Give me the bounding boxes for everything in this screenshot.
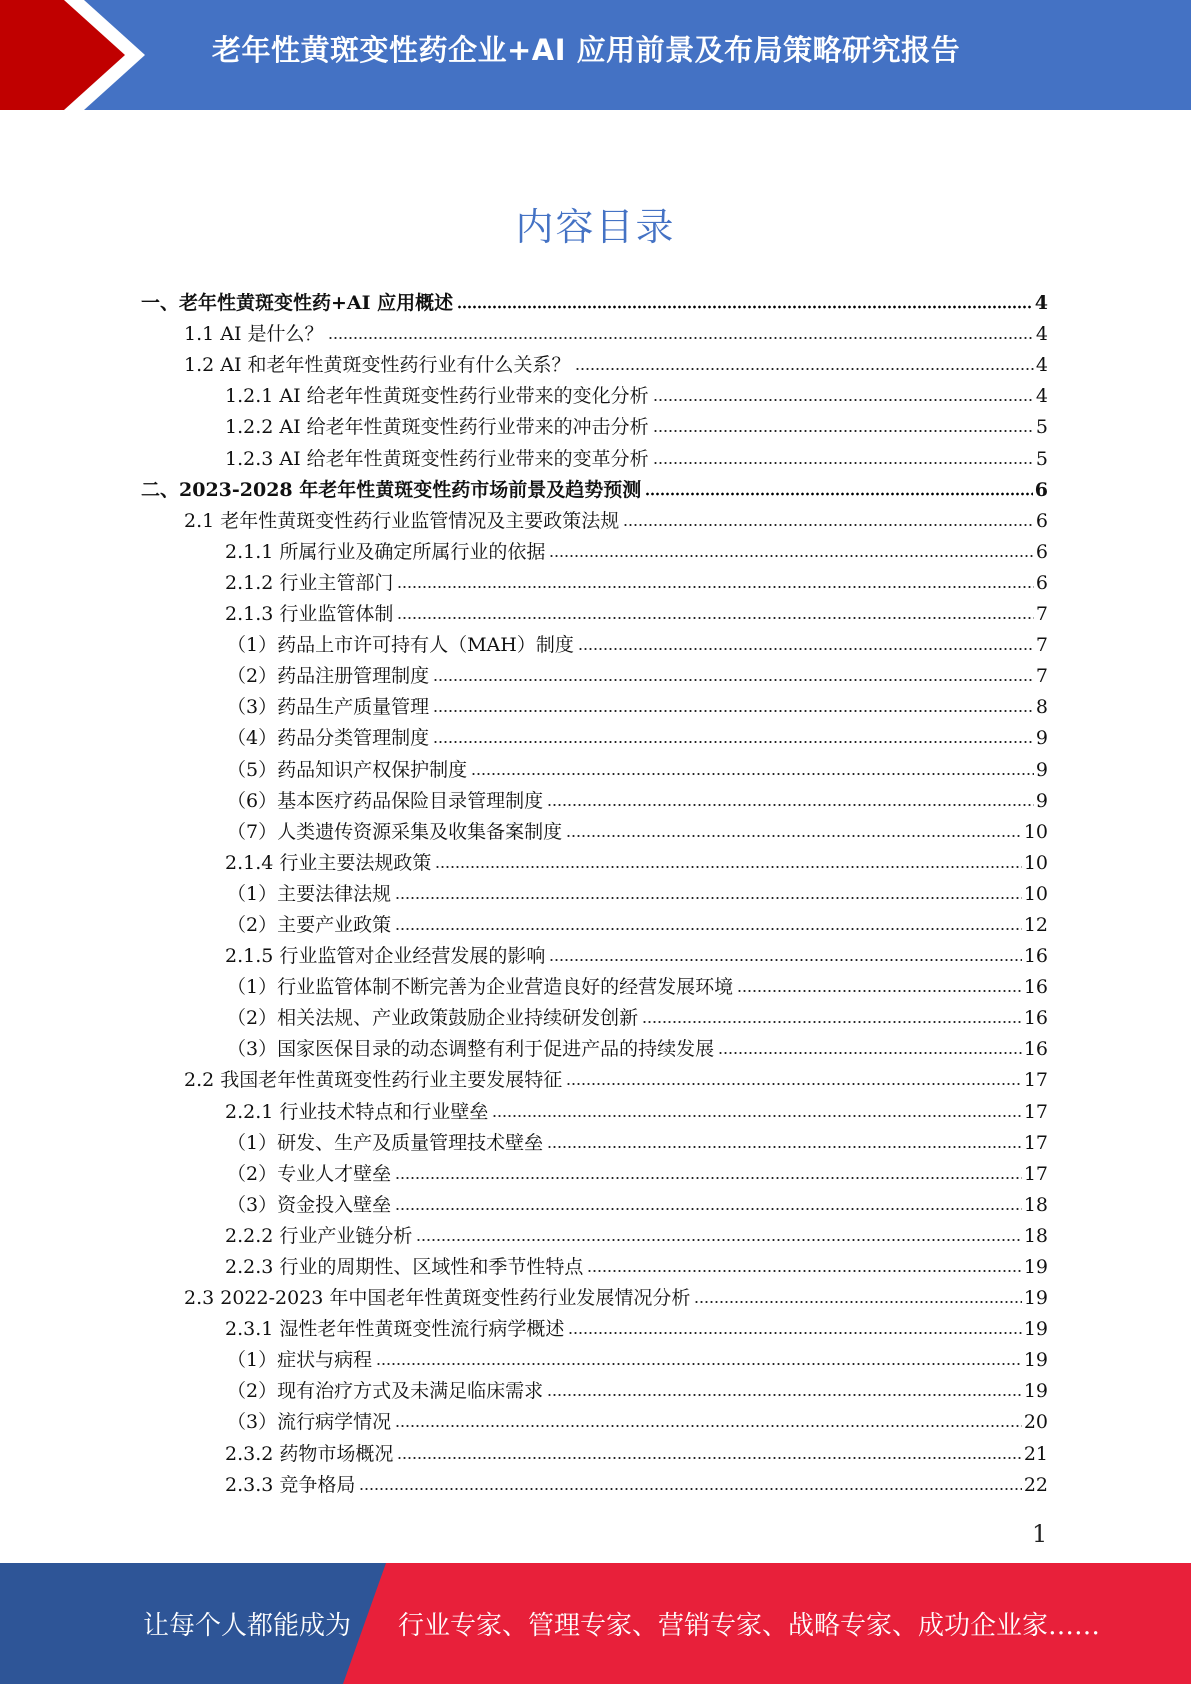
toc-entry[interactable]	[0, 844, 1191, 875]
toc-entry-page-number: 17	[1023, 1100, 1048, 1123]
report-title: 老年性黄斑变性药企业+AI 应用前景及布局策略研究报告	[212, 33, 961, 67]
toc-entry-label: 2.1.2 行业主管部门	[225, 571, 394, 594]
page-header	[0, 0, 1191, 110]
toc-entry-label: （1）症状与病程	[227, 1349, 373, 1372]
toc-entry-label: 2.2 我国老年性黄斑变性药行业主要发展特征	[184, 1069, 563, 1092]
toc-dot-leader	[492, 1114, 1021, 1118]
toc-entry-label: 1.2 AI 和老年性黄斑变性药行业有什么关系？	[184, 354, 571, 377]
toc-entry-label: 2.1.4 行业主要法规政策	[225, 851, 432, 874]
toc-entry-page-number: 18	[1023, 1193, 1048, 1216]
toc-entry-page-number: 20	[1023, 1411, 1048, 1434]
toc-entry-page-number: 4	[1034, 292, 1048, 315]
toc-entry[interactable]	[0, 1061, 1191, 1092]
toc-entry-page-number: 10	[1023, 851, 1048, 874]
toc-entry[interactable]	[0, 1466, 1191, 1497]
toc-entry[interactable]	[0, 1092, 1191, 1123]
toc-entry-label: 2.1.5 行业监管对企业经营发展的影响	[225, 945, 546, 968]
toc-dot-leader	[471, 772, 1034, 776]
toc-entry-label: 2.3.1 湿性老年性黄斑变性流行病学概述	[225, 1318, 565, 1341]
toc-dot-leader	[653, 461, 1034, 465]
toc-dot-leader	[376, 1362, 1022, 1366]
toc-entry-label: 1.2.3 AI 给老年性黄斑变性药行业带来的变革分析	[225, 447, 649, 470]
toc-dot-leader	[328, 336, 1034, 340]
toc-entry-page-number: 10	[1023, 820, 1048, 843]
toc-entry[interactable]	[0, 813, 1191, 844]
toc-entry-label: 2.3.3 竞争格局	[225, 1473, 356, 1496]
toc-entry-label: 一、老年性黄斑变性药+AI 应用概述	[141, 292, 454, 315]
toc-entry-label: （1）研发、生产及质量管理技术壁垒	[227, 1131, 544, 1154]
toc-dot-leader	[642, 1020, 1022, 1024]
toc-dot-leader	[566, 834, 1022, 838]
toc-dot-leader	[395, 1176, 1022, 1180]
toc-entry-page-number: 5	[1035, 447, 1048, 470]
toc-entry[interactable]	[0, 999, 1191, 1030]
toc-entry[interactable]	[0, 1186, 1191, 1217]
toc-entry[interactable]	[0, 408, 1191, 439]
toc-entry-page-number: 7	[1035, 634, 1048, 657]
toc-entry[interactable]	[0, 1217, 1191, 1248]
page-number: 1	[1032, 1520, 1048, 1548]
toc-entry-label: （3）国家医保目录的动态调整有利于促进产品的持续发展	[227, 1038, 715, 1061]
footer-slogan-right: 行业专家、管理专家、营销专家、战略专家、成功企业家……	[398, 1611, 1101, 1641]
toc-dot-leader	[433, 709, 1034, 713]
toc-entry[interactable]	[0, 906, 1191, 937]
toc-entry-label: 2.1.3 行业监管体制	[225, 603, 394, 626]
toc-entry[interactable]	[0, 346, 1191, 377]
toc-entry-label: 1.1 AI 是什么？	[184, 323, 324, 346]
toc-dot-leader	[433, 740, 1034, 744]
toc-entry-page-number: 19	[1023, 1380, 1048, 1403]
footer-slogan-left: 让每个人都能成为	[143, 1611, 352, 1641]
toc-dot-leader	[653, 429, 1034, 433]
toc-dot-leader	[566, 1082, 1022, 1086]
toc-entry[interactable]	[0, 1030, 1191, 1061]
toc-entry-label: （1）主要法律法规	[227, 882, 392, 905]
toc-entry-page-number: 6	[1035, 571, 1048, 594]
toc-dot-leader	[395, 927, 1022, 931]
toc-dot-leader	[623, 523, 1034, 527]
toc-dot-leader	[397, 585, 1034, 589]
toc-dot-leader	[653, 398, 1034, 402]
toc-entry[interactable]	[0, 284, 1191, 315]
toc-entry-label: 二、2023-2028 年老年性黄斑变性药市场前景及趋势预测	[141, 478, 642, 501]
toc-entry-page-number: 9	[1035, 758, 1048, 781]
toc-dot-leader	[587, 1269, 1021, 1273]
toc-dot-leader	[397, 616, 1034, 620]
toc-entry-label: 1.2.1 AI 给老年性黄斑变性药行业带来的变化分析	[225, 385, 649, 408]
toc-entry-page-number: 8	[1035, 696, 1048, 719]
toc-dot-leader	[395, 896, 1022, 900]
toc-entry-label: 2.2.1 行业技术特点和行业壁垒	[225, 1100, 489, 1123]
toc-entry-label: 2.3.2 药物市场概况	[225, 1442, 394, 1465]
toc-entry-page-number: 16	[1023, 1038, 1048, 1061]
toc-dot-leader	[737, 989, 1022, 993]
toc-entry-page-number: 10	[1023, 882, 1048, 905]
toc-dot-leader	[395, 1207, 1022, 1211]
toc-entry-label: （3）资金投入壁垒	[227, 1193, 392, 1216]
toc-entry-page-number: 12	[1023, 913, 1048, 936]
toc-entry[interactable]	[0, 937, 1191, 968]
toc-entry-page-number: 5	[1035, 416, 1048, 439]
toc-dot-leader	[547, 1393, 1022, 1397]
toc-entry[interactable]	[0, 1434, 1191, 1465]
toc-entry-page-number: 9	[1035, 789, 1048, 812]
toc-heading: 内容目录	[515, 205, 676, 249]
toc-entry-page-number: 19	[1023, 1318, 1048, 1341]
toc-entry-page-number: 16	[1023, 945, 1048, 968]
toc-entry-page-number: 6	[1035, 509, 1048, 532]
toc-entry[interactable]	[0, 502, 1191, 533]
table-of-contents	[0, 284, 1191, 1497]
toc-entry[interactable]	[0, 688, 1191, 719]
toc-dot-leader	[395, 1424, 1022, 1428]
toc-entry-page-number: 17	[1023, 1131, 1048, 1154]
toc-entry-label: 2.2.2 行业产业链分析	[225, 1224, 413, 1247]
toc-entry-label: 2.2.3 行业的周期性、区域性和季节性特点	[225, 1256, 584, 1278]
toc-dot-leader	[435, 865, 1021, 869]
toc-entry[interactable]	[0, 968, 1191, 999]
toc-dot-leader	[359, 1487, 1021, 1491]
toc-entry-page-number: 4	[1035, 323, 1048, 346]
toc-entry-label: 2.3 2022-2023 年中国老年性黄斑变性药行业发展情况分析	[184, 1287, 691, 1310]
toc-entry-label: （2）药品注册管理制度	[227, 665, 430, 688]
toc-entry[interactable]	[0, 750, 1191, 781]
toc-dot-leader	[547, 803, 1034, 807]
toc-entry-page-number: 22	[1023, 1473, 1048, 1496]
toc-dot-leader	[397, 1456, 1021, 1460]
toc-entry[interactable]	[0, 1310, 1191, 1341]
toc-entry-page-number: 4	[1035, 354, 1048, 377]
toc-entry-label: （3）药品生产质量管理	[227, 696, 430, 719]
toc-entry[interactable]	[0, 564, 1191, 595]
toc-dot-leader	[457, 305, 1033, 309]
toc-entry-label: （1）行业监管体制不断完善为企业营造良好的经营发展环境	[227, 976, 734, 999]
toc-entry-page-number: 21	[1023, 1442, 1048, 1465]
toc-entry-label: （2）主要产业政策	[227, 913, 392, 936]
toc-entry[interactable]	[0, 1124, 1191, 1155]
toc-entry-label: 2.1 老年性黄斑变性药行业监管情况及主要政策法规	[184, 509, 620, 532]
toc-entry[interactable]	[0, 533, 1191, 564]
toc-entry[interactable]	[0, 1248, 1191, 1279]
toc-entry[interactable]	[0, 439, 1191, 470]
toc-dot-leader	[645, 492, 1033, 496]
toc-entry-page-number: 6	[1035, 540, 1048, 563]
toc-entry[interactable]	[0, 471, 1191, 502]
toc-entry[interactable]	[0, 1372, 1191, 1403]
toc-entry-label: （6）基本医疗药品保险目录管理制度	[227, 789, 544, 812]
toc-entry-page-number: 19	[1023, 1256, 1048, 1278]
toc-entry-label: （4）药品分类管理制度	[227, 727, 430, 750]
toc-entry[interactable]	[0, 782, 1191, 813]
toc-entry-page-number: 17	[1023, 1162, 1048, 1185]
toc-entry[interactable]	[0, 377, 1191, 408]
page-footer	[0, 1563, 1191, 1684]
toc-entry[interactable]	[0, 1279, 1191, 1310]
toc-dot-leader	[547, 1145, 1022, 1149]
toc-entry-label: （5）药品知识产权保护制度	[227, 758, 468, 781]
toc-entry-page-number: 16	[1023, 1007, 1048, 1030]
toc-entry-label: （1）药品上市许可持有人（MAH）制度	[227, 634, 574, 657]
toc-entry-page-number: 9	[1035, 727, 1048, 750]
toc-entry[interactable]	[0, 595, 1191, 626]
toc-entry-page-number: 18	[1023, 1224, 1048, 1247]
toc-entry[interactable]	[0, 1155, 1191, 1186]
toc-dot-leader	[575, 367, 1034, 371]
toc-entry[interactable]	[0, 626, 1191, 657]
toc-entry[interactable]	[0, 657, 1191, 688]
toc-entry[interactable]	[0, 315, 1191, 346]
toc-entry[interactable]	[0, 875, 1191, 906]
toc-entry-page-number: 6	[1034, 478, 1048, 501]
toc-dot-leader	[549, 958, 1021, 962]
toc-entry[interactable]	[0, 719, 1191, 750]
toc-dot-leader	[718, 1051, 1022, 1055]
toc-entry-page-number: 19	[1023, 1287, 1048, 1310]
toc-entry-page-number: 17	[1023, 1069, 1048, 1092]
toc-entry-label: 1.2.2 AI 给老年性黄斑变性药行业带来的冲击分析	[225, 416, 649, 439]
toc-entry-label: （3）流行病学情况	[227, 1411, 392, 1434]
toc-entry-page-number: 7	[1035, 665, 1048, 688]
toc-dot-leader	[433, 678, 1034, 682]
toc-dot-leader	[568, 1331, 1021, 1335]
toc-entry-page-number: 7	[1035, 603, 1048, 626]
toc-entry-page-number: 19	[1023, 1349, 1048, 1372]
toc-dot-leader	[549, 554, 1034, 558]
toc-dot-leader	[416, 1238, 1021, 1242]
toc-entry-page-number: 4	[1035, 385, 1048, 408]
toc-entry-label: （2）相关法规、产业政策鼓励企业持续研发创新	[227, 1007, 639, 1030]
toc-dot-leader	[694, 1300, 1021, 1304]
toc-entry-label: （2）现有治疗方式及未满足临床需求	[227, 1380, 544, 1403]
toc-entry[interactable]	[0, 1403, 1191, 1434]
toc-entry[interactable]	[0, 1341, 1191, 1372]
toc-entry-label: （2）专业人才壁垒	[227, 1162, 392, 1185]
toc-entry-label: 2.1.1 所属行业及确定所属行业的依据	[225, 540, 546, 563]
toc-entry-label: （7）人类遗传资源采集及收集备案制度	[227, 820, 563, 843]
toc-dot-leader	[578, 647, 1034, 651]
toc-entry-page-number: 16	[1023, 976, 1048, 999]
